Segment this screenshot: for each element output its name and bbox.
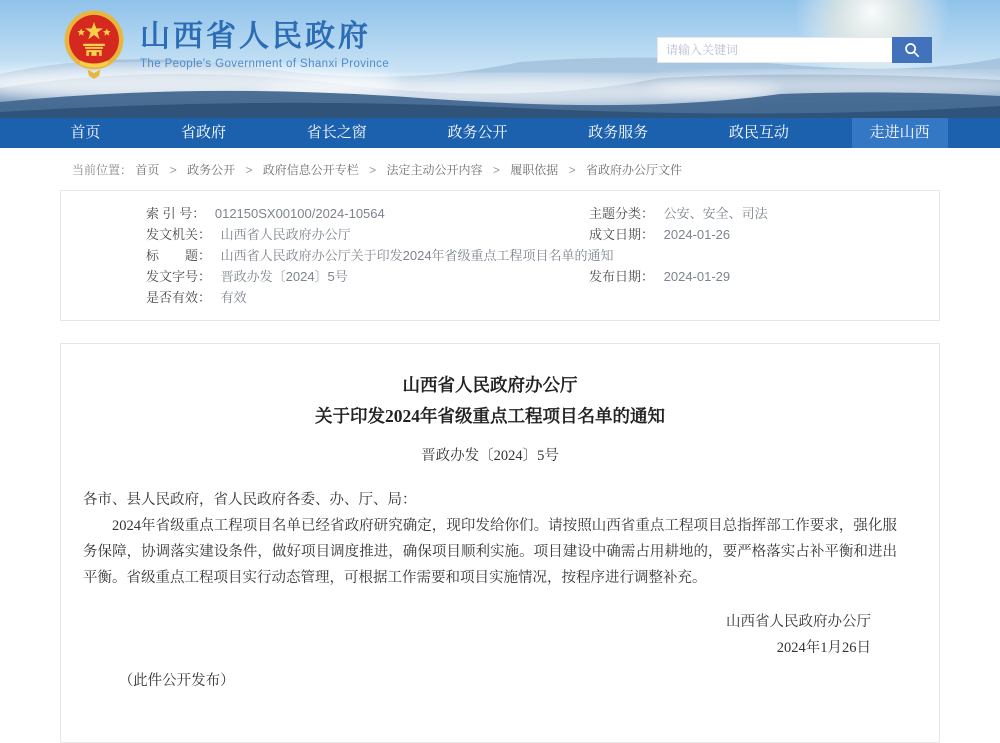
site-title: 山西省人民政府 [140, 20, 371, 53]
meta-validity-value: 有效 [220, 290, 247, 305]
document-signature [81, 609, 899, 661]
meta-validity [61, 287, 589, 308]
meta-title-value: 山西省人民政府办公厅关于印发2024年省级重点工程项目名单的通知 [220, 248, 614, 263]
meta-doc-no-label: 发文字号： [146, 269, 212, 284]
nav-item-public-interaction[interactable]: 政民互动 [728, 124, 789, 141]
meta-issuer-value: 山西省人民政府办公厅 [220, 227, 351, 242]
meta-write-date-value: 2024-01-26 [663, 227, 731, 242]
national-emblem-icon [62, 8, 126, 82]
breadcrumb-item-gov-affairs[interactable]: 政务公开 [187, 163, 236, 177]
meta-index-no-value: 012150SX00100/2024-10564 [214, 206, 385, 221]
meta-empty-cell [589, 287, 939, 308]
meta-index-no-label: 索 引 号： [146, 206, 206, 221]
document-body [81, 487, 899, 591]
meta-issuer [61, 224, 589, 245]
meta-write-date [589, 224, 939, 245]
document-content-panel [60, 343, 940, 743]
meta-validity-label: 是否有效： [146, 290, 212, 305]
document-paragraph: 2024年省级重点工程项目名单已经省政府研究确定，现印发给你们。请按照山西省重点工程项目总指挥部工作要求，强化服务保障，协调落实建设条件，做好项目调度推进，确保项目顺利实施。项目建设中确需占用耕地的，要严格落实占补平衡和进出平衡。省级重点工程项目实行动态管理，可根据工作需要和项目实施情况，按程序进行调整补充。 [83, 518, 897, 586]
search-bar [657, 37, 932, 63]
nav-item-gov-services[interactable]: 政务服务 [588, 124, 649, 141]
site-logo[interactable] [62, 8, 389, 82]
breadcrumb-separator: > [369, 163, 377, 177]
meta-pub-date-value: 2024-01-29 [663, 269, 731, 284]
meta-category-label: 主题分类： [589, 206, 655, 221]
site-banner [0, 0, 1000, 118]
search-icon [904, 42, 920, 58]
meta-title [61, 245, 614, 266]
document-title-line1: 山西省人民政府办公厅 [402, 375, 578, 395]
search-input[interactable] [657, 37, 892, 63]
document-salutation: 各市、县人民政府，省人民政府各委、办、厅、局： [83, 492, 417, 508]
breadcrumb-separator: > [245, 163, 253, 177]
meta-doc-no [61, 266, 589, 287]
meta-doc-no-value: 晋政办发〔2024〕5号 [220, 269, 348, 284]
meta-index-no [61, 203, 589, 224]
breadcrumb-item-statutory-content[interactable]: 法定主动公开内容 [386, 163, 483, 177]
breadcrumb-item-home[interactable]: 首页 [135, 163, 160, 177]
site-subtitle: The People's Government of Shanxi Province [140, 58, 390, 70]
breadcrumb-prefix: 当前位置： [72, 163, 133, 177]
meta-empty-cell [589, 245, 939, 266]
breadcrumb-item-info-column[interactable]: 政府信息公开专栏 [262, 163, 359, 177]
document-footnote: （此件公开发布） [118, 673, 235, 689]
nav-item-gov-affairs-open[interactable]: 政务公开 [447, 124, 508, 141]
meta-issuer-label: 发文机关： [146, 227, 212, 242]
nav-item-home[interactable]: 首页 [70, 124, 101, 141]
meta-category [589, 203, 939, 224]
nav-item-provincial-gov[interactable]: 省政府 [181, 124, 227, 141]
nav-item-governor-window[interactable]: 省长之窗 [306, 124, 367, 141]
meta-category-value: 公安、安全、司法 [663, 206, 768, 221]
document-title-line2: 关于印发2024年省级重点工程项目名单的通知 [315, 406, 665, 426]
document-number: 晋政办发〔2024〕5号 [421, 448, 559, 464]
meta-title-label: 标 题： [146, 248, 212, 263]
meta-pub-date [589, 266, 939, 287]
document-meta-panel [60, 190, 940, 321]
meta-write-date-label: 成文日期： [589, 227, 655, 242]
breadcrumb-item-duty-basis[interactable]: 履职依据 [510, 163, 559, 177]
breadcrumb-item-office-documents: 省政府办公厅文件 [585, 163, 682, 177]
breadcrumb-separator: > [169, 163, 177, 177]
signature-organization: 山西省人民政府办公厅 [726, 614, 871, 630]
breadcrumb-separator: > [492, 163, 500, 177]
search-button[interactable] [892, 37, 932, 63]
main-nav [0, 118, 1000, 148]
signature-date: 2024年1月26日 [776, 640, 871, 656]
breadcrumb [0, 148, 1000, 188]
meta-pub-date-label: 发布日期： [589, 269, 655, 284]
nav-item-into-shanxi[interactable]: 走进山西 [852, 118, 948, 148]
breadcrumb-separator: > [568, 163, 576, 177]
